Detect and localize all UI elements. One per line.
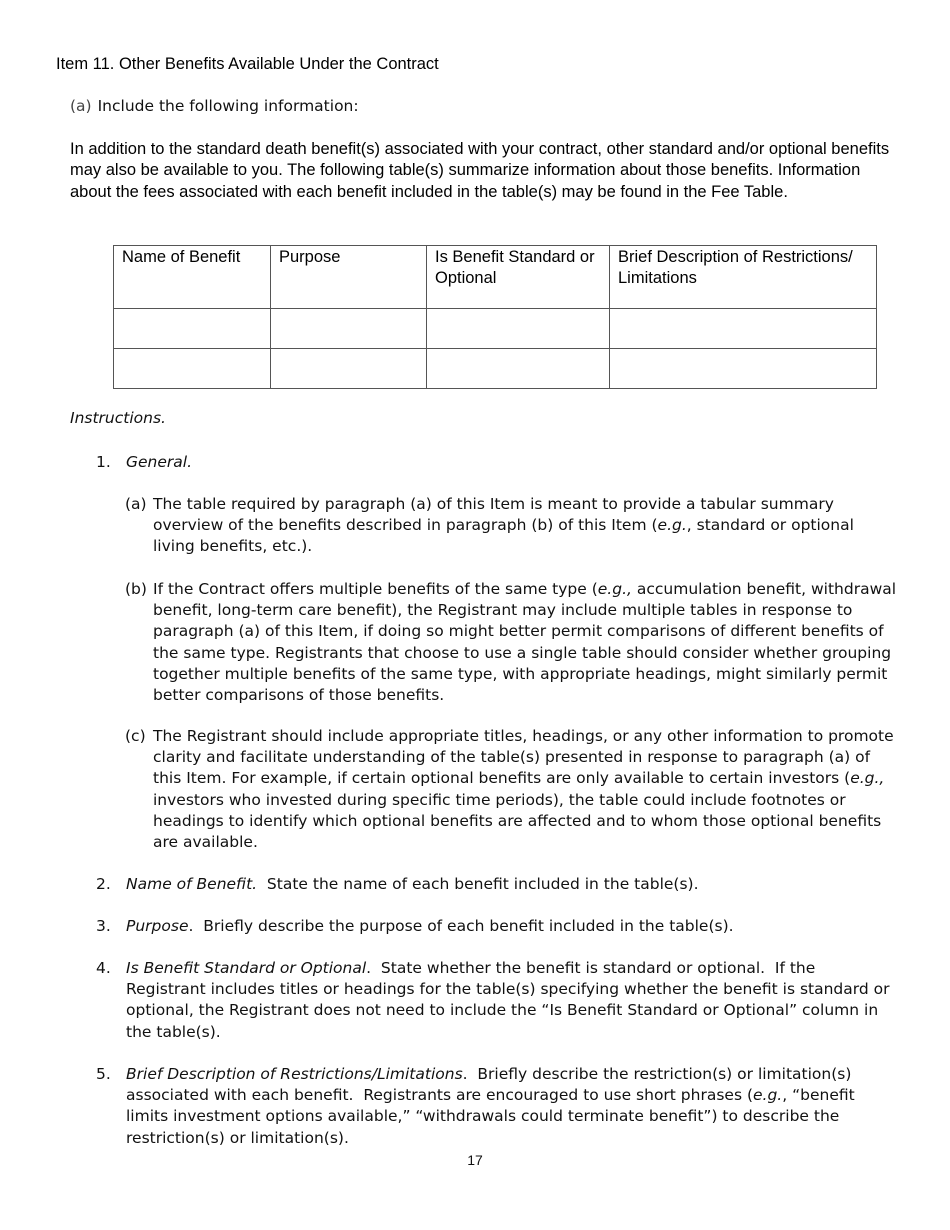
item-text-cont: , “benefit limits investment options available,” “withdrawals could terminate benefit”) to describe the restriction(s) or limitation(s). <box>126 1086 855 1147</box>
instruction-item-purpose <box>96 916 896 937</box>
sub-paragraph-a <box>70 97 359 115</box>
table-cell <box>427 349 610 389</box>
instruction-item-name-of-benefit <box>96 874 896 895</box>
table-cell <box>114 309 271 349</box>
table-cell <box>427 309 610 349</box>
table-cell <box>610 309 877 349</box>
item-number: 3. <box>96 917 111 935</box>
benefits-table <box>113 245 877 389</box>
item-number: 5. <box>96 1065 111 1083</box>
item-text: . Briefly describe the restriction(s) or limitation(s) associated with each benefit. Registrants are encouraged to use short phrases ( <box>126 1065 857 1105</box>
subitem-marker: (c) <box>125 727 146 745</box>
item-number: 4. <box>96 959 111 977</box>
header-standard-or-optional: Is Benefit Standard or Optional <box>427 246 610 309</box>
instruction-item-general <box>96 452 896 473</box>
instructions-title: Instructions. <box>70 409 166 427</box>
item-term: Brief Description of Restrictions/Limitations <box>126 1065 463 1083</box>
intro-paragraph: In addition to the standard death benefit(s) associated with your contract, other standard and/or optional benefits may also be available to you. The following table(s) summarize information about those benefits. Information about the fees associated with each benefit included in the table(s) may be found in the Fee Table. <box>70 140 890 201</box>
item-eg: e.g. <box>753 1086 783 1105</box>
page-number: 17 <box>467 1152 483 1168</box>
general-subitem-c <box>125 726 897 853</box>
table-header-row <box>114 246 877 309</box>
sub-paragraph-marker: (a) <box>70 97 92 115</box>
item-text: State the name of each benefit included in the table(s). <box>257 875 699 893</box>
item-text: . Briefly describe the purpose of each benefit included in the table(s). <box>188 917 734 935</box>
item-term: Is Benefit Standard or Optional <box>126 959 367 977</box>
item-text: . State whether the benefit is standard or optional. If the Registrant includes titles or headings for the table(s) specifying whether the benefit is standard or optional, the Registrant does not need to include the “Is Benefit Standard or Optional” column in the table(s). <box>126 959 895 1041</box>
item-number: 2. <box>96 875 111 893</box>
instruction-item-restrictions <box>96 1064 896 1149</box>
subitem-marker: (b) <box>125 580 147 598</box>
table-cell <box>271 309 427 349</box>
header-name-of-benefit: Name of Benefit <box>114 246 271 309</box>
item-heading: Item 11. Other Benefits Available Under the Contract <box>56 55 439 73</box>
subitem-marker: (a) <box>125 495 147 513</box>
instruction-item-standard-or-optional <box>96 958 896 1043</box>
item-term: Purpose <box>126 917 189 935</box>
item-number: 1. <box>96 453 111 471</box>
subitem-text: If the Contract offers multiple benefits of the same type (e.g., accumulation benefit, withdrawal benefit, long-term care benefit), the Registrant may include multiple tables in response to paragraph (a) of this Item, if doing so might better permit comparisons of different benefits of the same type. Registrants that choose to use a single table should consider whether grouping together multiple benefits of the same type, with appropriate headings, might similarly permit better comparisons of those benefits. <box>153 580 897 705</box>
general-subitem-a <box>125 494 897 558</box>
item-term: General. <box>126 453 193 471</box>
header-purpose: Purpose <box>271 246 427 309</box>
sub-paragraph-text: Include the following information: <box>97 97 359 115</box>
header-restrictions: Brief Description of Restrictions/ Limitations <box>610 246 877 309</box>
item-term: Name of Benefit. <box>126 875 258 893</box>
table-cell <box>271 349 427 389</box>
table-cell <box>610 349 877 389</box>
table-row <box>114 309 877 349</box>
table-row <box>114 349 877 389</box>
subitem-text: The Registrant should include appropriate titles, headings, or any other information to promote clarity and facilitate understanding of the table(s) presented in response to paragraph (a) of this Item. For example, if certain optional benefits are only available to certain investors (e.g., investors who invested during specific time periods), the table could include footnotes or headings to identify which optional benefits are affected and to whom those optional benefits are available. <box>153 727 894 852</box>
general-subitem-b <box>125 579 897 706</box>
table-cell <box>114 349 271 389</box>
subitem-text: The table required by paragraph (a) of this Item is meant to provide a tabular summary overview of the benefits described in paragraph (b) of this Item (e.g., standard or optional living benefits, etc.). <box>153 495 854 556</box>
